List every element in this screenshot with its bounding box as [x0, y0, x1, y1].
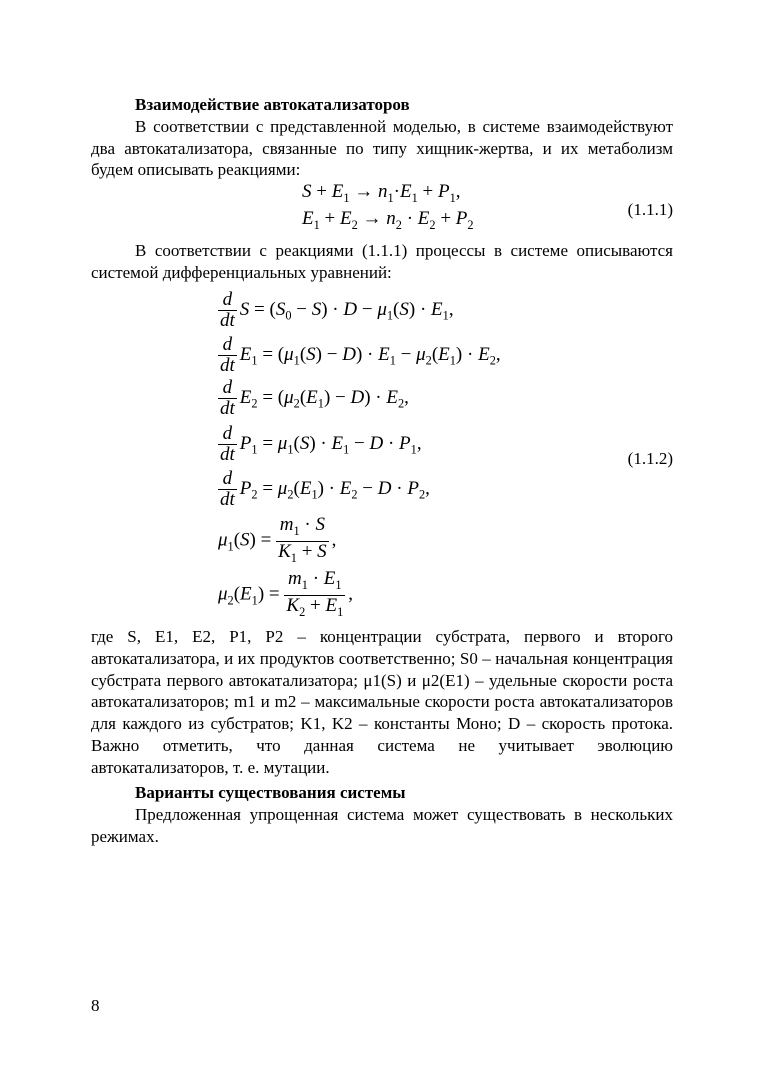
ode-s: $\frac{d}{dt}$ $S = (S_0 - S) \cdot D - \mu_1(S) \cdot E_1$,: [220, 289, 454, 331]
explanation-text: где S, E1, E2, P1, P2 – концентрации субстрата, первого и второго автокатализатора, и их продуктов соответственно; S0 – начальная концентрация субстрата первого автокатализатора; μ1(S) и μ2(E1) – удельные скорости роста автокатализаторов; m1 и m2 – максимальные скорости роста автокатализаторов для каждого из субстратов; K1, K2 – константы Моно; D – скорость протока. Важно отметить, что данная система не учитывает эволюцию автокатализаторов, т. е. мутации.: [91, 627, 673, 777]
ode-p1: $\frac{d}{dt}$ $P_1 = \mu_1(S) \cdot E_1 - D \cdot P_1$,: [220, 423, 422, 465]
transition-text: В соответствии с реакциями (1.1.1) процессы в системе описываются системой дифференциальных уравнений:: [91, 241, 673, 282]
section2: [91, 782, 673, 847]
equation-number-1-1-1: (1.1.1): [627, 200, 673, 219]
reaction-2: $E_1 + E_2 \to n_2 \cdot E_2 + P_2$: [302, 208, 474, 232]
equation-number-1-1-2: (1.1.2): [627, 449, 673, 468]
section2-text: Предложенная упрощенная система может существовать в нескольких режимах.: [91, 804, 673, 846]
ode-e2: $\frac{d}{dt}$ $E_2 = (\mu_2(E_1) - D) \cdot E_2$,: [220, 377, 409, 419]
mu1-definition: $\mu_1(S)$ = $\frac{m_1 \cdot S}{K_1 + S}$ ,: [218, 514, 337, 565]
reaction-1: $S + E_1 \to n_1\cdot E_1 + P_1$,: [302, 181, 461, 205]
transition-block: [91, 240, 673, 284]
ode-p2: $\frac{d}{dt}$ $P_2 = \mu_2(E_1) \cdot E_2 - D \cdot P_2$,: [220, 468, 430, 510]
section1-intro: В соответствии с представленной моделью, в системе взаимодействуют два автокатализатора, связанные по типу хищник-жертва, и их метаболизм будем описывать реакциями:: [91, 116, 673, 180]
section2-heading: Варианты существования системы: [135, 783, 406, 802]
explanation-block: [91, 626, 673, 779]
section1-heading: Взаимодействие автокатализаторов: [135, 95, 410, 114]
ode-e1: $\frac{d}{dt}$ $E_1 = (\mu_1(S) - D) \cdot E_1 - \mu_2(E_1) \cdot E_2$,: [220, 334, 501, 376]
section1: [91, 94, 673, 181]
page-number: 8: [91, 996, 100, 1015]
mu2-definition: $\mu_2(E_1)$ = $\frac{m_1 \cdot E_1}{K_2 + E_1}$ ,: [218, 568, 353, 619]
